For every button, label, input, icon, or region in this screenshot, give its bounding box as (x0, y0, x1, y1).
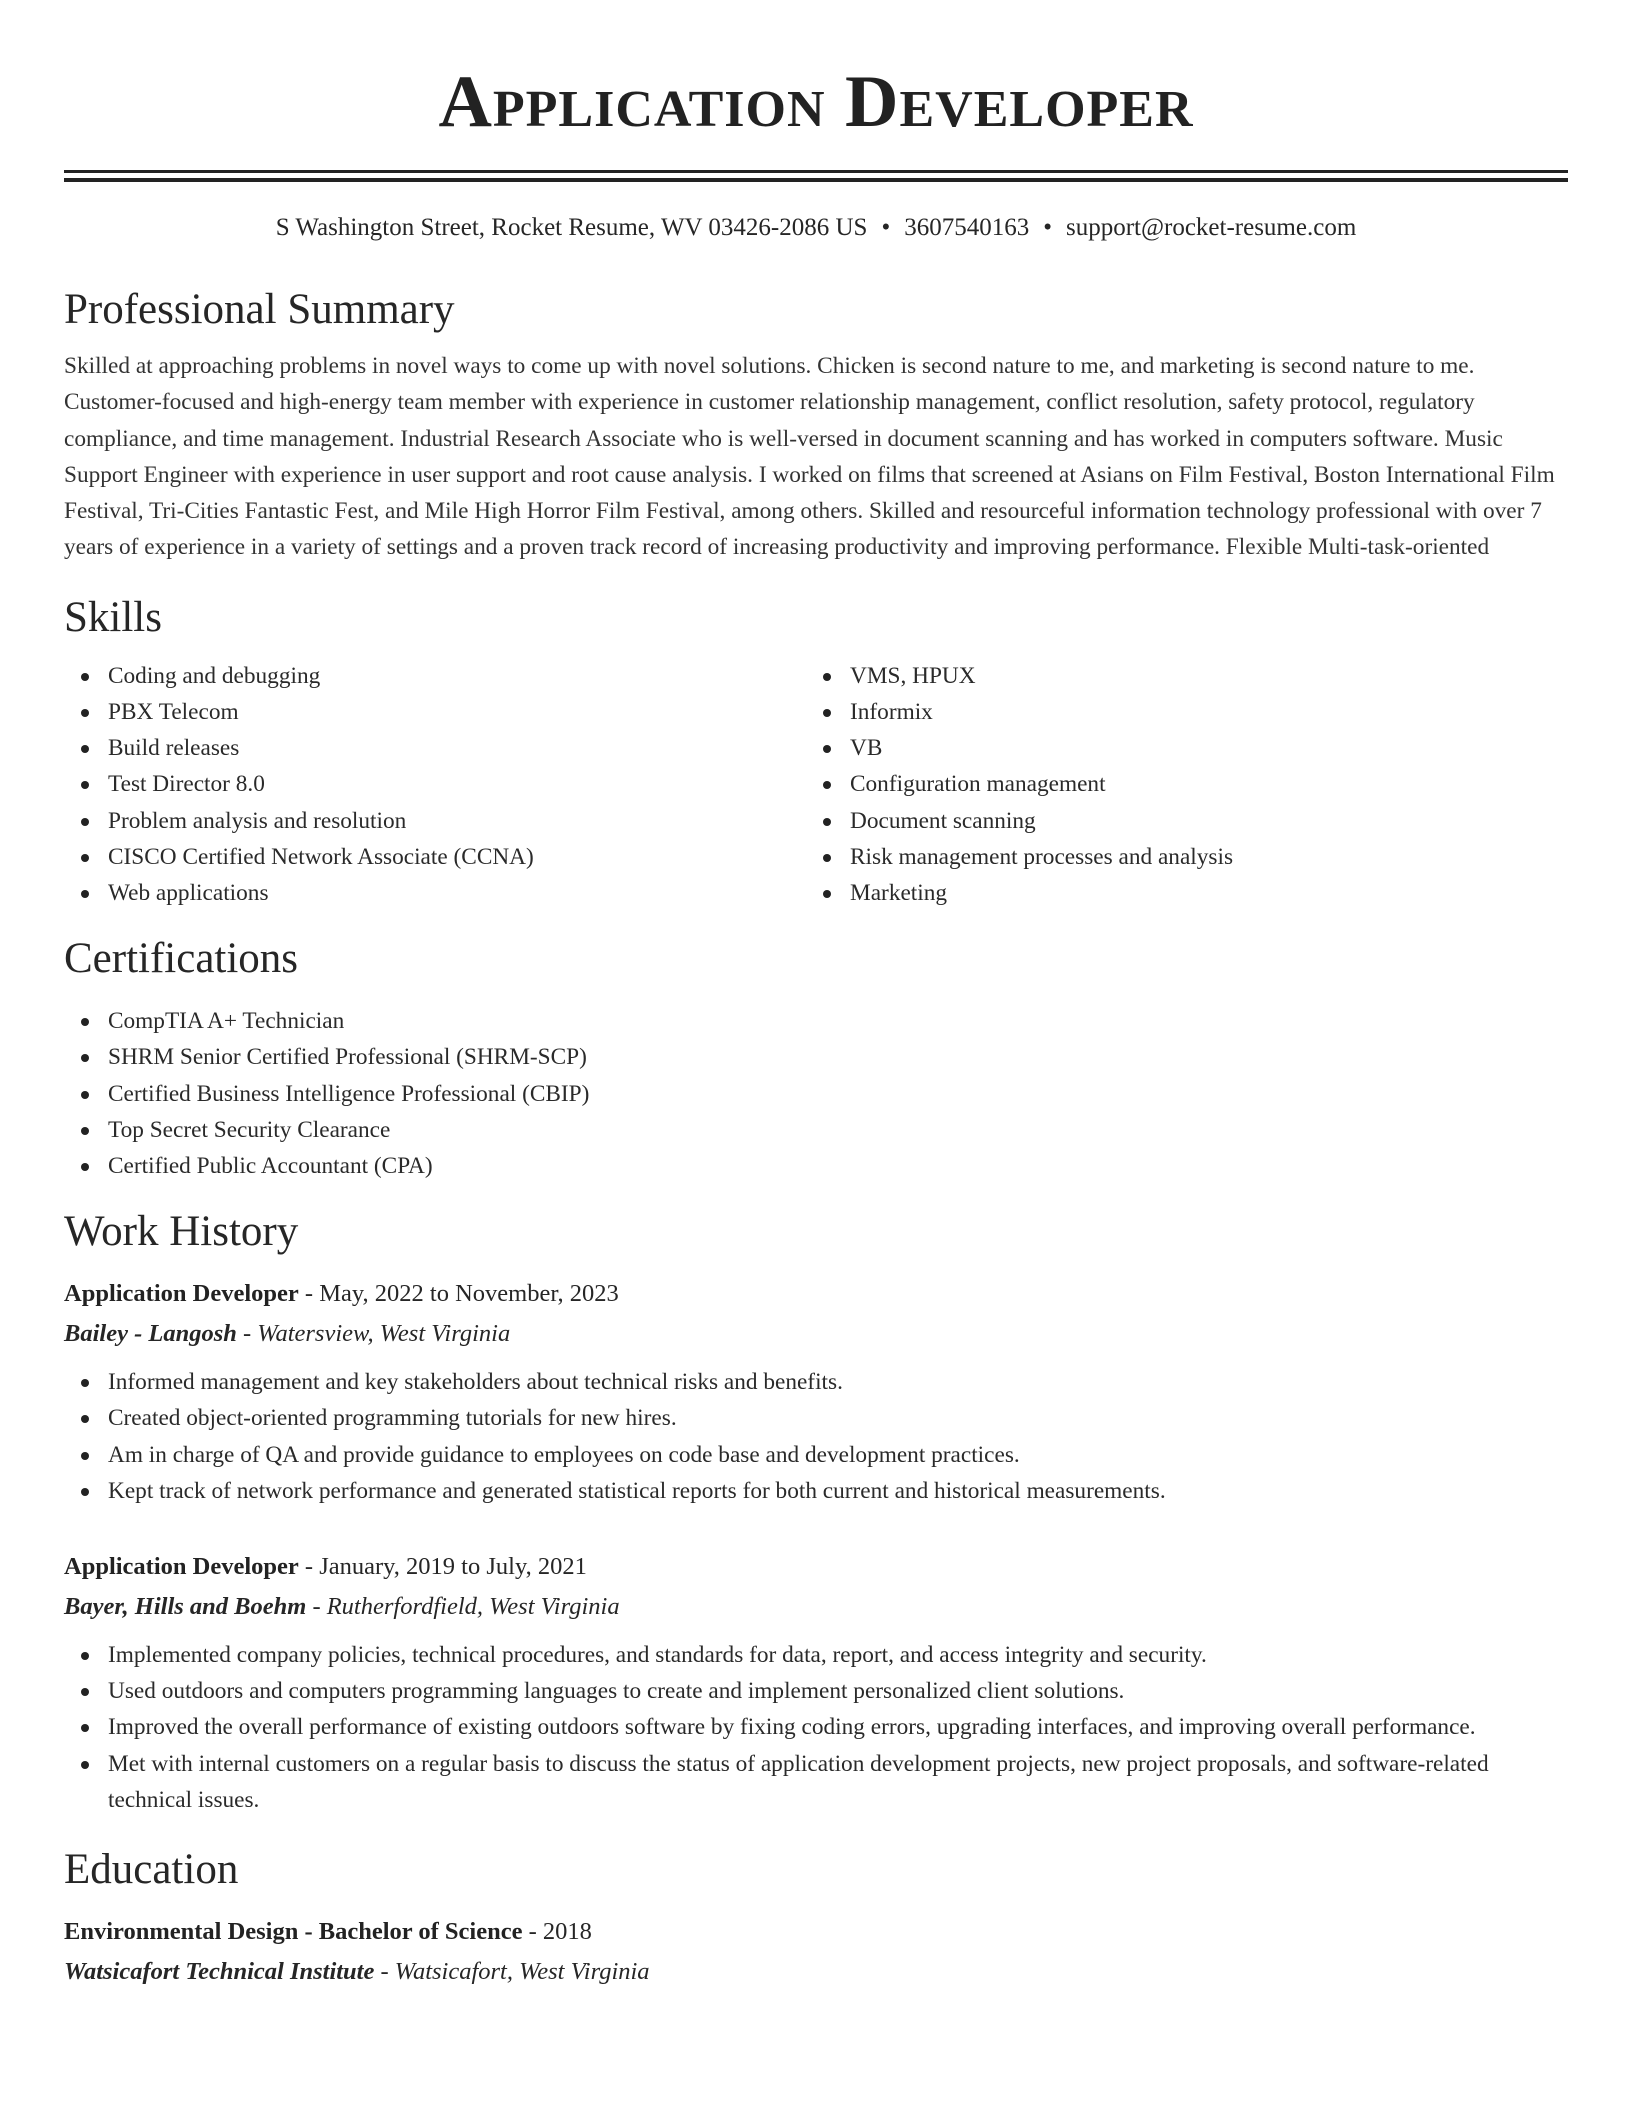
bullet-icon (81, 1724, 89, 1732)
bullet-icon (823, 709, 831, 717)
skill-item: CISCO Certified Network Associate (CCNA) (64, 839, 806, 875)
summary-heading: Professional Summary (64, 286, 455, 333)
bullet-icon (81, 1054, 89, 1062)
school-line (64, 1952, 1568, 1992)
skill-item: Web applications (64, 875, 806, 911)
job-duty-item: Improved the overall performance of existing outdoors software by fixing coding errors, upgrading interfaces, and improving overall performance. (64, 1709, 1568, 1745)
job-duties (64, 1637, 1568, 1818)
skill-item: Informix (806, 694, 1548, 730)
bullet-icon (81, 1091, 89, 1099)
skill-item: VB (806, 730, 1548, 766)
bullet-icon (81, 1652, 89, 1660)
degree: Environmental Design - Bachelor of Science (64, 1918, 523, 1946)
job-company-line (64, 1587, 1568, 1627)
certification-item: CompTIA A+ Technician (64, 1003, 1568, 1039)
skill-item: Test Director 8.0 (64, 766, 806, 802)
graduation-year: - 2018 (522, 1918, 592, 1946)
job-dates: - May, 2022 to November, 2023 (298, 1280, 619, 1308)
bullet-icon (823, 673, 831, 681)
skill-item: Risk management processes and analysis (806, 839, 1548, 875)
skills-list-right (806, 658, 1548, 911)
bullet-icon (823, 818, 831, 826)
skill-item: Problem analysis and resolution (64, 803, 806, 839)
education-heading: Education (64, 1846, 239, 1894)
bullet-icon (81, 1163, 89, 1171)
job-duty-item: Used outdoors and computers programming languages to create and implement personalized client solutions. (64, 1673, 1568, 1709)
certification-item: Certified Business Intelligence Professional (CBIP) (64, 1076, 1568, 1112)
skill-item: Coding and debugging (64, 658, 806, 694)
education-entry (64, 1912, 1568, 1992)
contact-address: S Washington Street, Rocket Resume, WV 03426-2086 US (275, 214, 868, 241)
contact-line (64, 212, 1568, 244)
bullet-icon (81, 1452, 89, 1460)
skill-item: Marketing (806, 875, 1548, 911)
certification-item: SHRM Senior Certified Professional (SHRM-SCP) (64, 1039, 1568, 1075)
job-duty-item: Implemented company policies, technical procedures, and standards for data, report, and access integrity and security. (64, 1637, 1568, 1673)
job-entry (64, 1274, 1568, 1509)
bullet-icon (823, 854, 831, 862)
degree-line (64, 1912, 1568, 1952)
certification-item: Top Secret Security Clearance (64, 1112, 1568, 1148)
skill-item: VMS, HPUX (806, 658, 1548, 694)
job-title-line (64, 1547, 1568, 1587)
skills-grid (64, 658, 1568, 911)
job-title: Application Developer (64, 1553, 299, 1581)
bullet-icon (823, 890, 831, 898)
job-title: Application Developer (64, 1280, 299, 1308)
skill-item: Build releases (64, 730, 806, 766)
school-location: - Watsicafort, West Virginia (374, 1958, 650, 1986)
bullet-icon (823, 781, 831, 789)
job-company: Bailey - Langosh (64, 1320, 237, 1348)
resume-title: Application Developer (438, 61, 1194, 143)
skills-heading: Skills (64, 593, 162, 641)
bullet-icon (823, 745, 831, 753)
contact-email: support@rocket-resume.com (1065, 214, 1357, 241)
job-location: - Watersview, West Virginia (236, 1320, 511, 1348)
job-duty-item: Met with internal customers on a regular basis to discuss the status of application development projects, new project proposals, and software-related technical issues. (64, 1746, 1568, 1818)
certification-item: Certified Public Accountant (CPA) (64, 1148, 1568, 1184)
certifications-list (64, 1003, 1568, 1184)
skills-list-left (64, 658, 806, 911)
bullet-icon (81, 854, 89, 862)
job-duty-item: Created object-oriented programming tutorials for new hires. (64, 1400, 1568, 1436)
bullet-icon (81, 890, 89, 898)
title-divider (64, 170, 1568, 182)
job-duty-item: Informed management and key stakeholders about technical risks and benefits. (64, 1364, 1568, 1400)
job-dates: - January, 2019 to July, 2021 (298, 1553, 587, 1581)
bullet-icon (81, 1761, 89, 1769)
work-history-heading: Work History (64, 1208, 299, 1256)
summary-text: Skilled at approaching problems in novel ways to come up with novel solutions. Chicken is second nature to me, and marketing is second nature to me. Customer-focused and high-energy team member with experience in customer relationship management, conflict resolution, safety protocol, regulatory compliance, and time management. Industrial Research Associate who is well-versed in document scanning and has worked in computers software. Music Support Engineer with experience in user support and root cause analysis. I worked on films that screened at Asians on Film Festival, Boston International Film Festival, Tri-Cities Fantastic Fest, and Mile High Horror Film Festival, among others. Skilled and resourceful information technology professional with over 7 years of experience in a variety of settings and a proven track record of increasing productivity and improving performance. Flexible Multi-task-oriented (64, 353, 1555, 561)
certifications-heading: Certifications (64, 935, 299, 983)
bullet-icon (81, 1127, 89, 1135)
bullet-icon (81, 1488, 89, 1496)
skill-item: Document scanning (806, 803, 1548, 839)
contact-phone: 3607540163 (904, 214, 1030, 241)
job-duty-item: Kept track of network performance and generated statistical reports for both current and historical measurements. (64, 1473, 1568, 1509)
school-name: Watsicafort Technical Institute (64, 1958, 375, 1986)
bullet-icon (81, 745, 89, 753)
job-company: Bayer, Hills and Boehm (64, 1593, 307, 1621)
skill-item: Configuration management (806, 766, 1548, 802)
job-entry (64, 1547, 1568, 1818)
job-title-line (64, 1274, 1568, 1314)
bullet-icon (81, 1379, 89, 1387)
bullet-icon (81, 1688, 89, 1696)
job-duties (64, 1364, 1568, 1509)
job-company-line (64, 1314, 1568, 1354)
skill-item: PBX Telecom (64, 694, 806, 730)
bullet-icon (81, 1415, 89, 1423)
bullet-icon (81, 818, 89, 826)
contact-separator: • (1043, 214, 1052, 241)
bullet-icon (81, 781, 89, 789)
bullet-icon (81, 709, 89, 717)
job-duty-item: Am in charge of QA and provide guidance to employees on code base and development practices. (64, 1437, 1568, 1473)
job-location: - Rutherfordfield, West Virginia (306, 1593, 620, 1621)
bullet-icon (81, 1018, 89, 1026)
contact-separator: • (881, 214, 891, 241)
bullet-icon (81, 673, 89, 681)
